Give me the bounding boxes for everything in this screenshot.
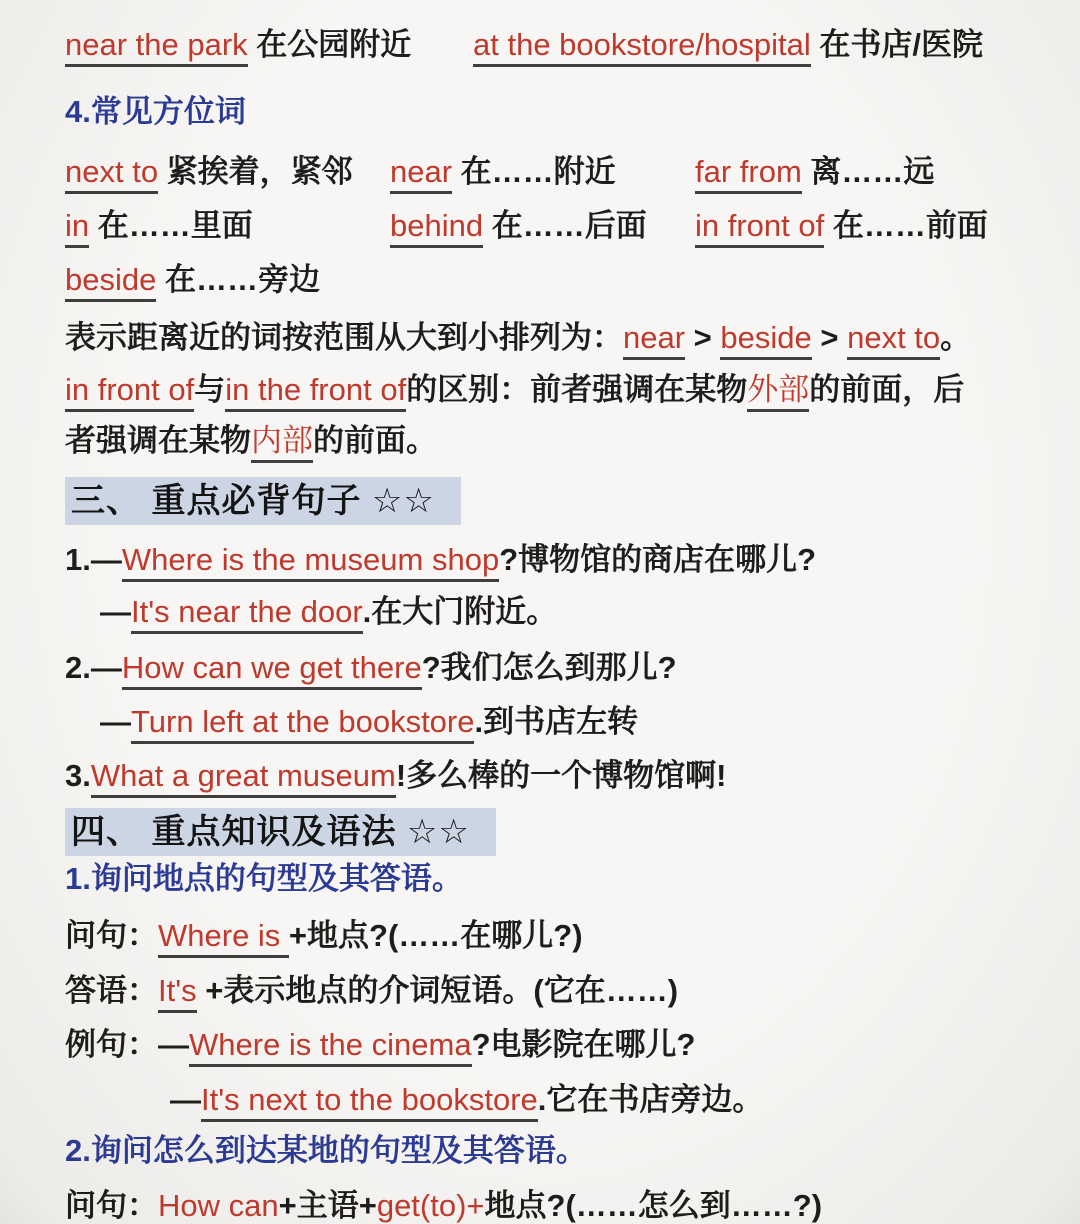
blue-subheading: 1.询问地点的句型及其答语。	[65, 861, 463, 896]
grammar-1-example-question	[0, 1018, 1080, 1072]
text-segment: 地点?(……怎么到……?)	[484, 1188, 823, 1223]
note-infrontof-difference-1	[0, 363, 1080, 417]
grammar-2-question-pattern	[0, 1179, 1080, 1224]
text-segment: 的前面，后	[809, 372, 965, 407]
text-segment: 离……远	[801, 154, 935, 189]
text-segment: 者强调在某物	[65, 423, 251, 458]
text-segment: 紧挨着，紧邻	[158, 154, 353, 189]
english-term: near	[390, 154, 452, 194]
english-term: next to	[65, 154, 158, 194]
sentence-3	[0, 749, 1080, 803]
text-segment: .到书店左转	[474, 704, 639, 739]
text-segment: !多么棒的一个博物馆啊!	[395, 758, 727, 793]
note-infrontof-difference-1-col1	[65, 363, 964, 417]
text-segment: 1.—	[65, 542, 122, 577]
text-segment: 与	[194, 372, 226, 407]
grammar-1-question-pattern-col1	[65, 909, 583, 963]
grammar-1-example-question-col1	[65, 1018, 695, 1072]
english-term: in front of	[65, 372, 194, 412]
text-segment: 3.	[65, 758, 91, 793]
text-segment: 在……旁边	[156, 262, 320, 297]
english-term: at the bookstore/hospital	[473, 27, 811, 67]
english-term: near the park	[65, 27, 248, 67]
grammar-2-subheading	[0, 1124, 1080, 1178]
note-distance-order-col1	[65, 311, 971, 365]
grammar-2-question-pattern-col1	[65, 1179, 822, 1224]
section-header-key-sentences-col1	[65, 477, 461, 525]
section-header-text: 三、 重点必背句子 ☆☆	[71, 482, 435, 520]
text-segment: —	[170, 1082, 201, 1117]
english-term: in	[65, 208, 89, 248]
english-term: It's next to the bookstore	[201, 1082, 538, 1122]
text-segment: 表示距离近的词按范围从大到小排列为：	[65, 320, 623, 355]
note-distance-order	[0, 311, 1080, 365]
english-term: next to	[847, 320, 940, 360]
text-segment: +主语+	[278, 1188, 377, 1223]
text-segment: 问句：	[65, 1188, 158, 1223]
vocab-row-beside	[0, 253, 1080, 307]
text-segment: +地点?(……在哪儿?)	[288, 918, 583, 953]
text-segment: 问句：	[65, 918, 158, 953]
text-segment: ?博物馆的商店在哪儿?	[499, 542, 817, 577]
english-term: 外部	[747, 372, 809, 412]
grammar-1-subheading	[0, 852, 1080, 906]
english-term: Where is the cinema	[189, 1027, 472, 1067]
english-term: How can	[158, 1188, 279, 1224]
english-term: It's	[158, 973, 197, 1013]
english-term: far from	[695, 154, 802, 194]
vocab-row-park-bookstore-col2	[473, 18, 983, 72]
english-term: It's near the door	[131, 594, 363, 634]
sentence-2-question	[0, 641, 1080, 695]
blue-subheading: 2.询问怎么到达某地的句型及其答语。	[65, 1133, 587, 1168]
grammar-2-subheading-col1	[65, 1124, 587, 1178]
note-infrontof-difference-2-col1	[65, 414, 437, 468]
blue-subheading: 4.常见方位词	[65, 94, 246, 129]
sentence-1-question	[0, 533, 1080, 587]
text-segment: 在公园附近	[247, 27, 412, 62]
english-term: in the front of	[225, 372, 406, 412]
text-segment: 。	[940, 320, 972, 355]
subheading-direction-words	[0, 85, 1080, 139]
grammar-1-example-answer	[0, 1073, 1080, 1127]
vocab-row-nextto-near-farfrom	[0, 145, 1080, 199]
text-segment: >	[685, 320, 721, 355]
sentence-1-answer-col1	[100, 585, 557, 639]
vocab-row-in-behind-infrontof-col1	[65, 199, 253, 253]
vocab-row-in-behind-infrontof-col2	[390, 199, 647, 253]
text-segment: 的区别：前者强调在某物	[406, 372, 748, 407]
vocab-row-nextto-near-farfrom-col2	[390, 145, 616, 199]
text-segment: 在……附近	[452, 154, 616, 189]
vocab-row-park-bookstore-col1	[65, 18, 411, 72]
vocab-row-park-bookstore	[0, 18, 1080, 72]
text-segment: 在……前面	[824, 208, 988, 243]
english-term: 内部	[251, 423, 313, 463]
text-segment: .在大门附近。	[362, 594, 558, 629]
english-term: Where is the museum shop	[122, 542, 499, 582]
text-segment: 答语：	[65, 973, 158, 1008]
english-term: beside	[65, 262, 156, 302]
text-segment: 2.—	[65, 650, 122, 685]
note-infrontof-difference-2	[0, 414, 1080, 468]
sentence-1-answer	[0, 585, 1080, 639]
vocab-row-in-behind-infrontof-col3	[695, 199, 988, 253]
english-term: behind	[390, 208, 483, 248]
grammar-1-subheading-col1	[65, 852, 463, 906]
text-segment: +表示地点的介词短语。(它在……)	[196, 973, 679, 1008]
english-term: How can we get there	[122, 650, 422, 690]
grammar-1-question-pattern	[0, 909, 1080, 963]
sentence-2-question-col1	[65, 641, 677, 695]
text-segment: —	[100, 704, 131, 739]
english-term: beside	[720, 320, 811, 360]
text-segment: —	[100, 594, 131, 629]
vocab-row-in-behind-infrontof	[0, 199, 1080, 253]
text-segment: 在……后面	[483, 208, 647, 243]
sentence-2-answer-col1	[100, 695, 638, 749]
text-segment: 的前面。	[313, 423, 437, 458]
text-segment: 例句：—	[65, 1027, 189, 1062]
section-header-key-grammar-col1	[65, 808, 496, 856]
english-term: near	[623, 320, 685, 360]
text-segment: .它在书店旁边。	[537, 1082, 764, 1117]
english-term: in front of	[695, 208, 824, 248]
text-segment: >	[811, 320, 848, 355]
grammar-1-example-answer-col1	[170, 1073, 763, 1127]
english-term: get(to)+	[377, 1188, 485, 1224]
text-segment: 在书店/医院	[810, 27, 984, 62]
subheading-direction-words-col1	[65, 85, 246, 139]
section-header-key-grammar	[0, 805, 1080, 859]
sentence-3-col1	[65, 749, 726, 803]
section-header-key-sentences	[0, 474, 1080, 528]
sentence-2-answer	[0, 695, 1080, 749]
text-segment: ?电影院在哪儿?	[471, 1027, 696, 1062]
vocab-row-nextto-near-farfrom-col1	[65, 145, 353, 199]
text-segment: 在……里面	[89, 208, 253, 243]
grammar-1-answer-pattern-col1	[65, 964, 678, 1018]
english-term: Where is	[158, 918, 289, 958]
vocab-row-beside-col1	[65, 253, 320, 307]
english-term: What a great museum	[91, 758, 396, 798]
english-term: Turn left at the bookstore	[131, 704, 474, 744]
grammar-1-answer-pattern	[0, 964, 1080, 1018]
vocab-row-nextto-near-farfrom-col3	[695, 145, 934, 199]
section-header-text: 四、 重点知识及语法 ☆☆	[71, 813, 470, 851]
text-segment: ?我们怎么到那儿?	[421, 650, 677, 685]
sentence-1-question-col1	[65, 533, 816, 587]
